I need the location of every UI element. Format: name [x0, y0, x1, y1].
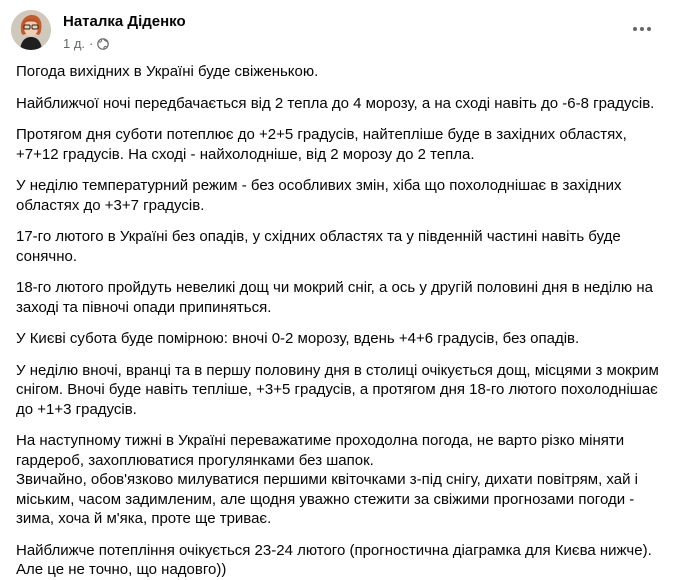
author-avatar[interactable] — [11, 10, 51, 50]
paragraph: Звичайно, обов'язково милуватися першими квіточками з-під снігу, дихати повітрям, хай і міським, часом задимленим, але щодня уважно стежити за свіжими прогнозами погоди - зима, хоча й м'яка, проте ще триває. — [16, 471, 638, 527]
post-meta — [63, 36, 109, 51]
paragraph: На наступному тижні в Україні переважатиме проходолна погода, не варто різко міняти гардероб, захоплюватися прогулянками без шапок. — [16, 432, 625, 469]
paragraph: Погода вихідних в Україні буде свіженькою. — [16, 63, 319, 80]
post-body — [16, 62, 664, 580]
paragraph: Найближчої ночі передбачається від 2 тепла до 4 морозу, а на сході навіть до -6-8 градусів. — [16, 94, 655, 112]
paragraph: У Києві субота буде помірною: вночі 0-2 морозу, вдень +4+6 градусів, без опадів. — [16, 330, 580, 347]
paragraph: Протягом дня суботи потеплює до +2+5 градусів, найтепліше буде в західних областях, +7+12 градусів. На сході - найхолодніше, від 2 морозу до 2 тепла. — [16, 126, 627, 163]
post-header — [10, 8, 663, 56]
paragraph: Але це не точно, що надовго)) — [16, 561, 227, 578]
post-time[interactable]: 1 д. — [63, 36, 86, 51]
paragraph: 17-го лютого в Україні без опадів, у східних областях та у південній частині навіть буде сонячно. — [16, 228, 621, 265]
globe-icon — [97, 38, 109, 50]
meta-separator: · — [89, 36, 94, 51]
author-name[interactable]: Наталка Діденко — [63, 13, 186, 30]
paragraph: Найближче потепління очікується 23-24 лютого (прогностична діаграмка для Києва нижче). — [16, 541, 652, 559]
paragraph: 18-го лютого пройдуть невеликі дощ чи мокрий сніг, а ось у другій половині дня в неділю на заході та півночі опади припиняться. — [16, 279, 653, 316]
more-options-icon[interactable] — [627, 18, 657, 40]
paragraph: У неділю вночі, вранці та в першу половину дня в столиці очікується дощ, місцями з мокрим снігом. Вночі буде навіть тепліше, +3+5 градусів, а протягом дня 18-го лютого похолоднішає до +1+3 градусів. — [16, 361, 659, 418]
paragraph: У неділю температурний режим - без особливих змін, хіба що похолоднішає в західних областях до +3+7 градусів. — [16, 177, 622, 214]
